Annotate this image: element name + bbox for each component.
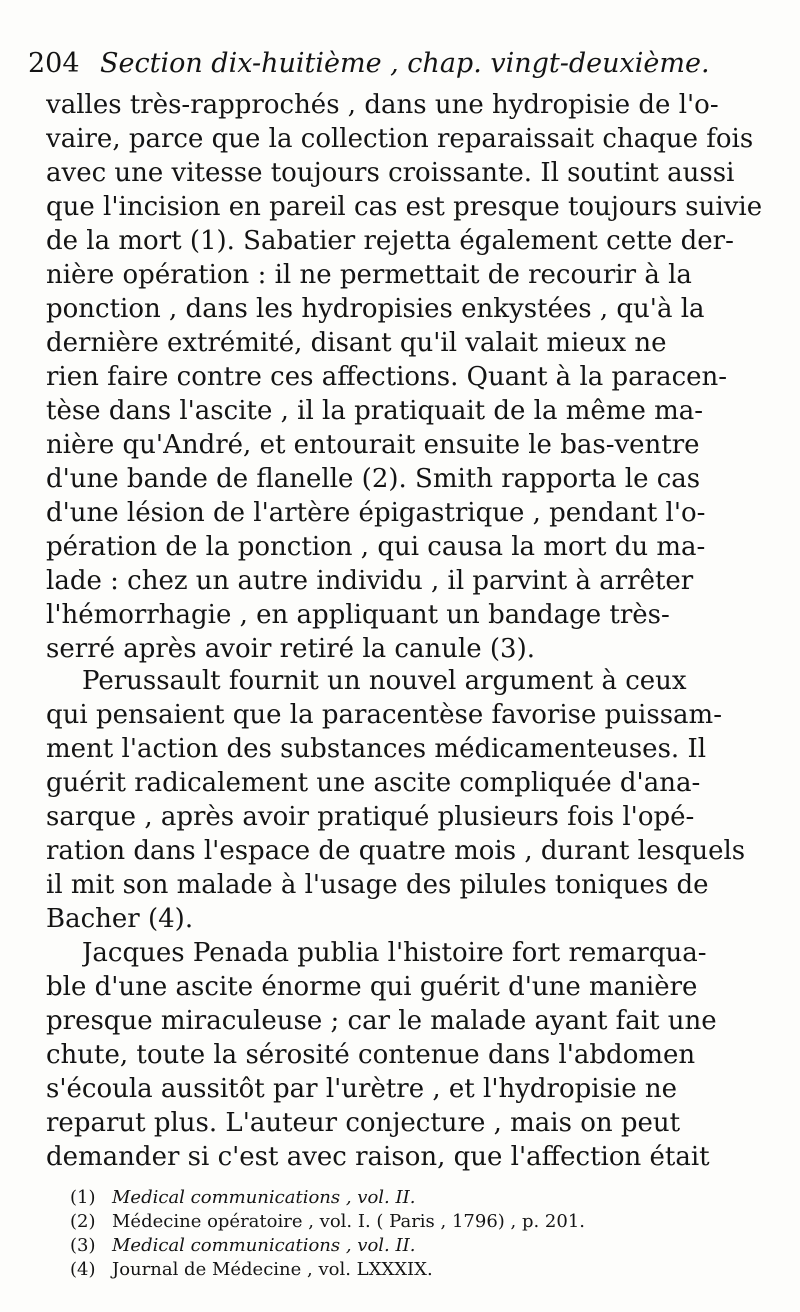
- footnote: [70, 1210, 770, 1234]
- footnote-text: Medical communications , vol. II.: [112, 1187, 416, 1208]
- footnote: [70, 1258, 770, 1282]
- body-line: ponction , dans les hydropisies enkystées , qu'à la: [46, 294, 705, 324]
- footnote-text: Médecine opératoire , vol. I. ( Paris , 1796) , p. 201.: [112, 1211, 586, 1232]
- body-line: presque miraculeuse ; car le malade ayant fait une: [46, 1006, 717, 1036]
- body-line: sarque , après avoir pratiqué plusieurs fois l'opé-: [46, 802, 695, 832]
- footnote: [70, 1234, 770, 1258]
- body-line: l'hémorrhagie , en appliquant un bandage très-: [46, 600, 670, 630]
- body-line: Bacher (4).: [46, 904, 194, 934]
- body-line: ble d'une ascite énorme qui guérit d'une manière: [46, 972, 698, 1002]
- body-line: avec une vitesse toujours croissante. Il soutint aussi: [46, 158, 735, 188]
- running-title: Section dix-huitième , chap. vingt-deuxième.: [100, 48, 710, 79]
- body-line: dernière extrémité, disant qu'il valait mieux ne: [46, 328, 667, 358]
- body-line: d'une lésion de l'artère épigastrique , pendant l'o-: [46, 498, 706, 528]
- footnote-marker: (2): [70, 1211, 96, 1232]
- body-line: serré après avoir retiré la canule (3).: [46, 634, 536, 664]
- footnote-marker: (4): [70, 1259, 96, 1280]
- body-line: tèse dans l'ascite , il la pratiquait de la même ma-: [46, 396, 704, 426]
- body-line: qui pensaient que la paracentèse favorise puissam-: [46, 700, 722, 730]
- body-line: de la mort (1). Sabatier rejetta également cette der-: [46, 226, 734, 256]
- body-line: pération de la ponction , qui causa la mort du ma-: [46, 532, 706, 562]
- body-line: s'écoula aussitôt par l'urètre , et l'hydropisie ne: [46, 1074, 678, 1104]
- footnote-marker: (1): [70, 1187, 96, 1208]
- body-line: il mit son malade à l'usage des pilules toniques de: [46, 870, 709, 900]
- body-line: ment l'action des substances médicamenteuses. Il: [46, 734, 707, 764]
- paragraph-first-line: Jacques Penada publia l'histoire fort remarqua-: [82, 938, 707, 968]
- footnote-text: Journal de Médecine , vol. LXXXIX.: [112, 1259, 433, 1280]
- paragraph-first-line: Perussault fournit un nouvel argument à ceux: [82, 666, 687, 696]
- footnote-marker: (3): [70, 1235, 96, 1256]
- body-line: guérit radicalement une ascite compliquée d'ana-: [46, 768, 701, 798]
- body-line: nière qu'André, et entourait ensuite le bas-ventre: [46, 430, 700, 460]
- body-line: valles très-rapprochés , dans une hydropisie de l'o-: [46, 90, 719, 120]
- body-line: reparut plus. L'auteur conjecture , mais on peut: [46, 1108, 681, 1138]
- body-line: que l'incision en pareil cas est presque toujours suivie: [46, 192, 763, 222]
- body-line: d'une bande de flanelle (2). Smith rapporta le cas: [46, 464, 701, 494]
- body-line: demander si c'est avec raison, que l'affection était: [46, 1142, 710, 1172]
- body-line: chute, toute la sérosité contenue dans l'abdomen: [46, 1040, 696, 1070]
- running-header: [28, 44, 788, 84]
- body-line: vaire, parce que la collection reparaissait chaque fois: [46, 124, 754, 154]
- body-line: rien faire contre ces affections. Quant à la paracen-: [46, 362, 728, 392]
- body-line: ration dans l'espace de quatre mois , durant lesquels: [46, 836, 746, 866]
- body-line: nière opération : il ne permettait de recourir à la: [46, 260, 692, 290]
- footnote-text: Medical communications , vol. II.: [112, 1235, 416, 1256]
- body-line: lade : chez un autre individu , il parvint à arrêter: [46, 566, 694, 596]
- page-number: 204: [28, 48, 80, 79]
- footnote: [70, 1186, 770, 1210]
